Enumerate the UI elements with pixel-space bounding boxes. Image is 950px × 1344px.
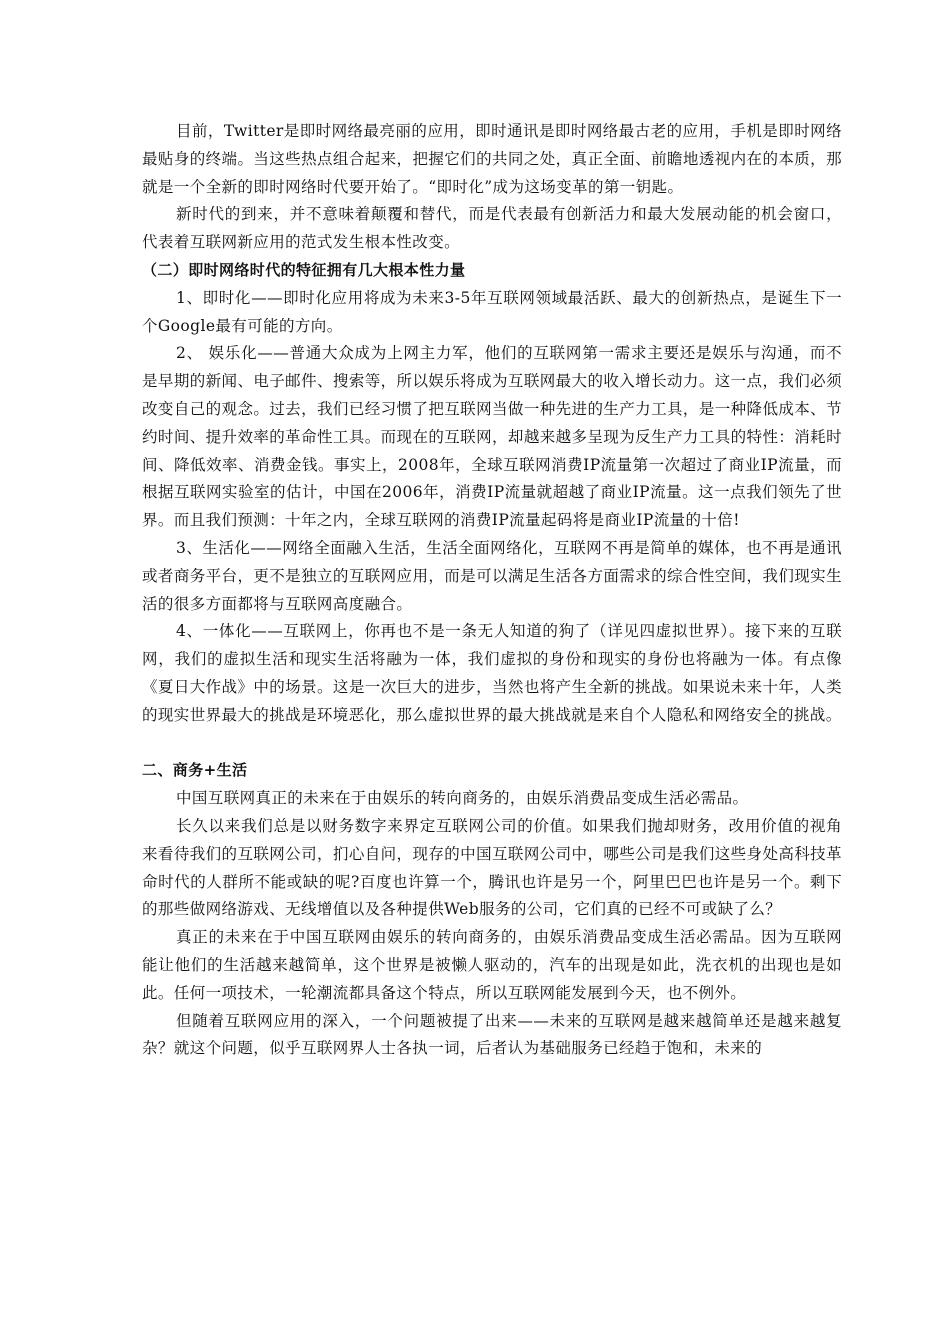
paragraph-point-1-instant: 1、即时化——即时化应用将成为未来3-5年互联网领域最活跃、最大的创新热点，是诞生下一个Google最有可能的方向。 [142,288,842,335]
section-heading-features: （二）即时网络时代的特征拥有几大根本性力量 [142,260,466,279]
paragraph-point-4-integration: 4、一体化——互联网上，你再也不是一条无人知道的狗了（详见四虚拟世界）。接下来的互联网，我们的虚拟生活和现实生活将融为一体，我们虚拟的身份和现实的身份也将融为一体。有点像《夏日大作战》中的场景。这是一次巨大的进步，当然也将产生全新的挑战。如果说未来十年，人类的现实世界最大的挑战是环境恶化，那么虚拟世界的最大挑战就是来自个人隐私和网络安全的挑战。 [142,622,842,724]
paragraph-new-era: 新时代的到来，并不意味着颠覆和替代，而是代表最有创新活力和最大发展动能的机会窗口，代表着互联网新应用的范式发生根本性改变。 [142,205,842,252]
paragraph-twitter-intro: 目前，Twitter是即时网络最亮丽的应用，即时通讯是即时网络最古老的应用，手机是即时网络最贴身的终端。当这些热点组合起来，把握它们的共同之处，真正全面、前瞻地透视内在的本质，那就是一个全新的即时网络时代要开始了。“即时化”成为这场变革的第一钥匙。 [142,122,842,196]
paragraph-simple-or-complex: 但随着互联网应用的深入，一个问题被提了出来——未来的互联网是越来越简单还是越来越复杂？就这个问题，似乎互联网界人士各执一词，后者认为基础服务已经趋于饱和，未来的 [142,1011,842,1058]
paragraph-true-future: 真正的未来在于中国互联网由娱乐的转向商务的，由娱乐消费品变成生活必需品。因为互联网能让他们的生活越来越简单，这个世界是被懒人驱动的，汽车的出现是如此，洗衣机的出现也是如此。任何一项技术，一轮潮流都具备这个特点，所以互联网能发展到今天，也不例外。 [142,928,842,1002]
paragraph-point-3-life: 3、生活化——网络全面融入生活，生活全面网络化，互联网不再是简单的媒体，也不再是通讯或者商务平台，更不是独立的互联网应用，而是可以满足生活各方面需求的综合性空间，我们现实生活的很多方面都将与互联网高度融合。 [142,538,842,613]
paragraph-company-value: 长久以来我们总是以财务数字来界定互联网公司的价值。如果我们抛却财务，改用价值的视角来看待我们的互联网公司，扪心自问，现存的中国互联网公司中，哪些公司是我们这些身处高科技革命时代的人群所不能或缺的呢?百度也许算一个，腾讯也许是另一个，阿里巴巴也许是另一个。剩下的那些做网络游戏、无线增值以及各种提供Web服务的公司，它们真的已经不可或缺了么？ [142,816,842,919]
document-body [142,118,842,1063]
paragraph-future-commerce: 中国互联网真正的未来在于由娱乐的转向商务的，由娱乐消费品变成生活必需品。 [176,789,749,808]
paragraph-point-2-entertainment: 2、 娱乐化——普通大众成为上网主力军，他们的互联网第一需求主要还是娱乐与沟通，而不是早期的新闻、电子邮件、搜索等，所以娱乐将成为互联网最大的收入增长动力。这一点，我们必须改变自己的观念。过去，我们已经习惯了把互联网当做一种先进的生产力工具，是一种降低成本、节约时间、提升效率的革命性工具。而现在的互联网，却越来越多呈现为反生产力工具的特性：消耗时间、降低效率、消费金钱。事实上，2008年，全球互联网消费IP流量第一次超过了商业IP流量，而根据互联网实验室的估计，中国在2006年，消费IP流量就超越了商业IP流量。这一点我们领先了世界。而且我们预测：十年之内，全球互联网的消费IP流量起码将是商业IP流量的十倍! [142,344,842,530]
section-heading-business-life: 二、商务+生活 [142,761,248,780]
blank-line [142,730,842,758]
